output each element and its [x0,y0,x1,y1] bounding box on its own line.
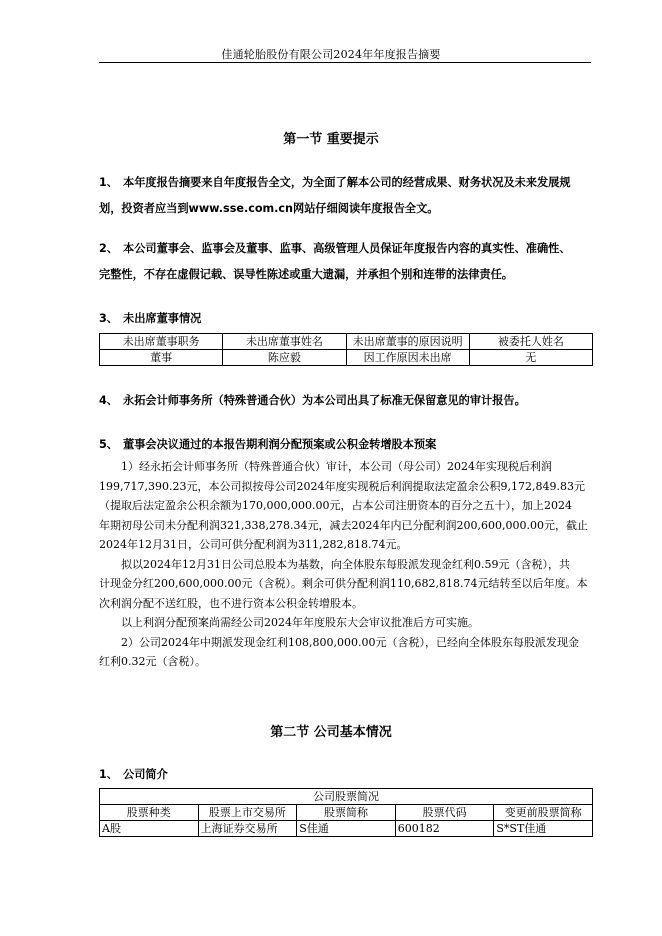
header-cell: 股票种类 [100,805,199,821]
item3-heading [99,306,593,332]
table-cell: S佳通 [297,821,396,837]
item3-num: 3、 [99,312,118,325]
table-cell: 陈应毅 [223,350,346,366]
section2-title: 第二节 公司基本情况 [270,725,392,740]
profit-distribution-text [99,457,593,672]
item1-line2: 划，投资者应当到www.sse.com.cn网站仔细阅读年度报告全文。 [99,202,439,215]
header-cell: 未出席董事姓名 [223,334,346,350]
item1-line1: 本年度报告摘要来自年度报告全文，为全面了解本公司的经营成果、财务状况及未来发展规 [123,176,571,189]
header-cell: 未出席董事职务 [100,334,223,350]
header-cell: 变更前股票简称 [494,805,593,821]
s2-item1-title: 公司简介 [123,768,168,781]
item2-line1: 本公司董事会、监事会及董事、监事、高级管理人员保证年度报告内容的真实性、准确性、 [123,242,571,255]
header-cell: 被委托人姓名 [469,334,592,350]
text-line: 以上利润分配预案尚需经公司2024年年度股东大会审议批准后方可实施。 [99,616,479,629]
item4-text: 永拓会计师事务所（特殊普通合伙）为本公司出具了标准无保留意见的审计报告。 [123,394,526,407]
item4 [99,388,593,414]
item5-heading [99,432,593,458]
item2-line2: 完整性，不存在虚假记载、误导性陈述或重大遗漏，并承担个别和连带的法律责任。 [99,268,513,281]
table-cell: 董事 [100,350,223,366]
text-line: 拟以2024年12月31日公司总股本为基数，向全体股东每股派发现金红利0.59元（含税），共 [99,557,570,571]
text-line: 199,717,390.23元，本公司拟按母公司2024年度实现税后利润提取法定盈余公积9,172,849.83元 [99,479,585,493]
table-title: 公司股票简况 [100,789,593,805]
table-cell: 600182 [395,821,494,837]
table-cell: 无 [469,350,592,366]
item4-num: 4、 [99,394,118,407]
table-header-row [100,805,593,821]
text-line: 计现金分红200,600,000.00元（含税）。剩余可供分配利润110,682,818.74元结转至以后年度。本 [99,577,588,590]
page-header: 佳通轮胎股份有限公司2024年年度报告摘要 [221,48,441,61]
item1-num: 1、 [99,176,118,189]
text-line: 次利润分配不送红股，也不进行资本公积金转增股本。 [99,596,363,610]
text-line: 红利0.32元（含税）。 [99,655,206,668]
header-cell: 未出席董事的原因说明 [346,334,469,350]
item3-title: 未出席董事情况 [123,312,202,325]
text-line: 年期初母公司未分配利润321,338,278.34元，减去2024年内已分配利润200,600,000.00元，截止 [99,518,588,532]
s2-item1-heading [99,762,593,788]
table-cell: 因工作原因未出席 [346,350,469,366]
table-cell: S*ST佳通 [494,821,593,837]
text-line: （提取后法定盈余公积余额为170,000,000.00元，占本公司注册资本的百分之五十），加上2024 [99,499,572,512]
text-line: 2）公司2024年中期派发现金红利108,800,000.00元（含税），已经向全体股东每股派发现金 [99,635,579,649]
stock-info-table [99,788,593,837]
item5-title: 董事会决议通过的本报告期利润分配预案或公积金转增股本预案 [123,438,437,451]
table-row [100,350,593,366]
header-cell: 股票代码 [395,805,494,821]
table-cell: A股 [100,821,199,837]
item5-num: 5、 [99,438,118,451]
item2 [99,236,593,288]
text-line: 2024年12月31日，公司可供分配利润为311,282,818.74元。 [99,538,408,551]
absent-directors-table [99,333,593,366]
text-line: 1）经永拓会计师事务所（特殊普通合伙）审计，本公司（母公司）2024年实现税后利润 [99,460,552,473]
section1-title: 第一节 重要提示 [283,132,379,147]
item1 [99,170,593,222]
table-title-row [100,789,593,805]
header-rule [99,62,591,63]
header-cell: 股票简称 [297,805,396,821]
table-header-row [100,334,593,350]
table-cell: 上海证券交易所 [198,821,297,837]
header-cell: 股票上市交易所 [198,805,297,821]
item2-num: 2、 [99,242,118,255]
table-row [100,821,593,837]
s2-item1-num: 1、 [99,768,118,781]
